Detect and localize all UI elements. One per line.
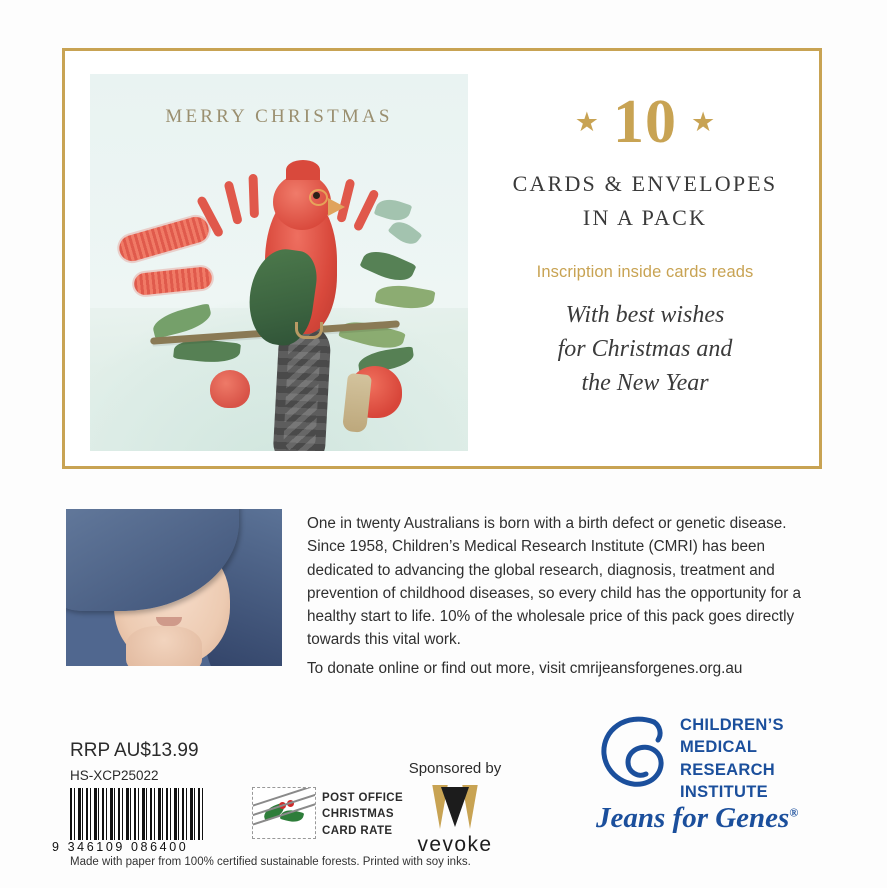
charity-paragraph: One in twenty Australians is born with a birth defect or genetic disease. Since 1958, Children’s Medical Research Institute (CMRI) has been dedicated to advancing the global research, diagnosis, treatment and prevention of childhood diseases, so every child has the opportunity for a healthy start to life. 10% of the wholesale price of this pack goes directly towards this vital work. bbox=[307, 515, 802, 649]
pack-label-line-1: CARDS & ENVELOPES bbox=[512, 171, 778, 196]
card-greeting-text: MERRY CHRISTMAS bbox=[165, 106, 393, 127]
postage-rate-text bbox=[322, 790, 403, 839]
sponsor-block bbox=[396, 760, 514, 857]
cmri-name-line-1: CHILDREN’S bbox=[680, 716, 784, 734]
baby-hand bbox=[126, 626, 202, 666]
inscription-line-2: for Christmas and bbox=[557, 336, 733, 363]
vevoke-center-wing bbox=[441, 787, 469, 827]
donate-line: To donate online or find out more, visit cmrijeansforgenes.org.au bbox=[307, 659, 743, 677]
inscription-lead: Inscription inside cards reads bbox=[536, 263, 754, 282]
holly-berry-icon bbox=[279, 802, 286, 809]
postage-stamp-icon bbox=[252, 787, 316, 839]
inscription-line-1: With best wishes bbox=[565, 302, 725, 329]
cmri-name-line-4: INSTITUTE bbox=[680, 782, 768, 801]
jeans-for-genes-wordmark bbox=[596, 802, 826, 835]
sku-code: HS-XCP25022 bbox=[70, 768, 159, 783]
cmri-name-line-3: RESEARCH bbox=[680, 760, 775, 779]
barcode bbox=[70, 788, 205, 840]
registered-mark: ® bbox=[789, 805, 799, 820]
hero-panel bbox=[62, 48, 822, 469]
sponsor-label: Sponsored by bbox=[408, 760, 502, 777]
postage-line-2: CHRISTMAS bbox=[322, 808, 394, 821]
cmri-swirl-icon bbox=[596, 710, 676, 796]
parrot-foot bbox=[295, 322, 323, 339]
charity-blurb bbox=[307, 512, 825, 680]
star-icon: ★ bbox=[691, 106, 716, 137]
christmas-card-artwork bbox=[90, 74, 468, 451]
inscription-line-3: the New Year bbox=[581, 370, 709, 397]
kangaroo-paw-icon bbox=[248, 174, 259, 218]
postage-line-1: POST OFFICE bbox=[322, 792, 404, 804]
barcode-digits: 9 346109 086400 bbox=[52, 840, 189, 854]
waratah-flower-icon bbox=[210, 370, 250, 408]
jeans-for-genes-text: Jeans for Genes bbox=[596, 802, 790, 834]
pack-label-line-2: IN A PACK bbox=[582, 205, 708, 231]
star-icon: ★ bbox=[574, 106, 599, 137]
vevoke-logo-icon bbox=[428, 785, 482, 831]
cmri-name bbox=[680, 714, 784, 803]
parrot-beak bbox=[328, 198, 345, 216]
rrp-price: RRP AU$13.99 bbox=[70, 740, 199, 761]
pack-count: 10 bbox=[613, 88, 677, 156]
baby-photo bbox=[66, 509, 282, 666]
sustainability-note: Made with paper from 100% certified sustainable forests. Printed with soy inks. bbox=[70, 856, 471, 868]
cmri-name-line-2: MEDICAL bbox=[680, 738, 758, 757]
parrot-crest bbox=[286, 160, 320, 180]
cmri-logo-block bbox=[596, 706, 826, 851]
holly-berry-icon bbox=[287, 800, 294, 807]
pack-details bbox=[485, 88, 805, 400]
sponsor-brand-name: vevoke bbox=[417, 833, 493, 856]
inscription-text bbox=[485, 298, 805, 400]
postage-line-3: CARD RATE bbox=[322, 824, 393, 837]
pack-count-row bbox=[485, 88, 805, 156]
parrot-eye bbox=[313, 192, 320, 199]
